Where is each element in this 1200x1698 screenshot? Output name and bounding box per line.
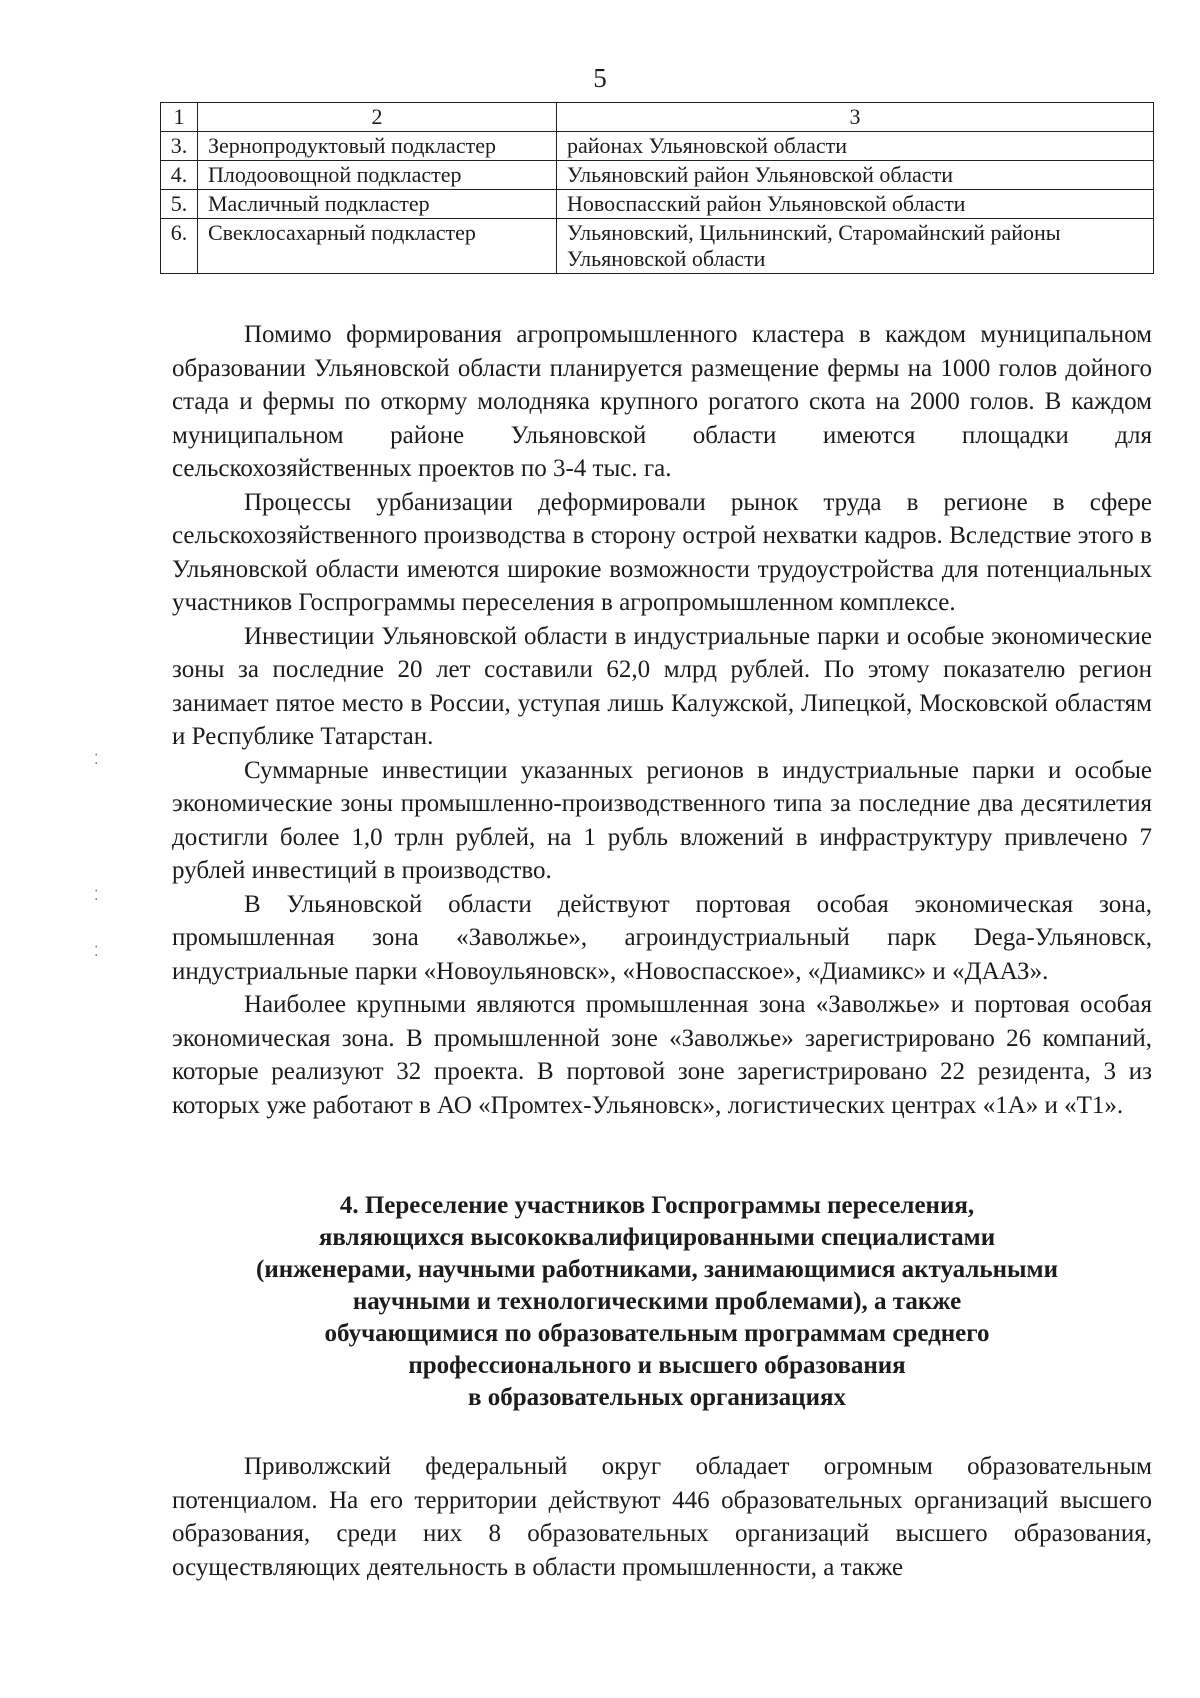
section-heading [160, 1190, 1154, 1414]
scan-artifact-mark: ⁚ [94, 753, 99, 768]
page-number: 5 [593, 63, 607, 93]
subcluster-location: Новоспасский район Ульяновской области [557, 190, 1154, 219]
body-text-section-4 [172, 1450, 1152, 1584]
paragraph: Наиболее крупными являются промышленная зона «Заволжье» и портовая особая экономическая зона. В промышленной зоне «Заволжье» зарегистрировано 26 компаний, которые реализуют 32 проекта. В портовой зоне зарегистрировано 22 резидента, 3 из которых уже работают в АО «Промтех-Ульяновск», логистических центрах «1А» и «Т1». [172, 991, 1152, 1119]
table-header-cell: 2 [198, 103, 557, 132]
subcluster-name: Масличный подкластер [198, 190, 557, 219]
scan-artifact-mark: ⁚ [94, 889, 99, 904]
subcluster-table [160, 102, 1154, 274]
subcluster-location: Ульяновский, Цильнинский, Старомайнский районы Ульяновской области [557, 219, 1154, 274]
subcluster-name: Зернопродуктовый подкластер [198, 132, 557, 161]
heading-line: научными и технологическими проблемами), а также [352, 1288, 962, 1315]
subcluster-location: Ульяновский район Ульяновской области [557, 161, 1154, 190]
heading-line: являющихся высококвалифицированными специалистами [318, 1224, 996, 1251]
scan-artifact-mark: ⁚ [94, 945, 99, 960]
subcluster-name: Плодоовощной подкластер [198, 161, 557, 190]
table-row [161, 132, 1154, 161]
table-row [161, 190, 1154, 219]
paragraph: В Ульяновской области действуют портовая особая экономическая зона, промышленная зона «Заволжье», агроиндустриальный парк Dega-Ульяновск, индустриальные парки «Новоульяновск», «Новоспасское», «Диамикс» и «ДААЗ». [172, 890, 1152, 985]
heading-line: профессионального и высшего образования [408, 1352, 906, 1379]
row-number: 5. [161, 190, 198, 219]
heading-line: в образовательных организациях [467, 1384, 847, 1411]
paragraph: Суммарные инвестиции указанных регионов в индустриальные парки и особые экономические зоны промышленно-производственного типа за последние два десятилетия достигли более 1,0 трлн рублей, на 1 рубль вложений в инфраструктуру привлечено 7 рублей инвестиций в производство. [172, 756, 1152, 884]
paragraph: Процессы урбанизации деформировали рынок труда в регионе в сфере сельскохозяйственного производства в сторону острой нехватки кадров. Вследствие этого в Ульяновской области имеются широкие возможности трудоустройства для потенциальных участников Госпрограммы переселения в агропромышленном комплексе. [172, 488, 1152, 616]
table-row [161, 161, 1154, 190]
row-number: 6. [161, 219, 198, 274]
heading-line: обучающимися по образовательным программам среднего [324, 1320, 990, 1347]
paragraph: Помимо формирования агропромышленного кластера в каждом муниципальном образовании Ульяновской области планируется размещение фермы на 1000 голов дойного стада и фермы по откорму молодняка крупного рогатого скота на 2000 голов. В каждом муниципальном районе Ульяновской области имеются площадки для сельскохозяйственных проектов по 3-4 тыс. га. [172, 321, 1152, 482]
row-number: 3. [161, 132, 198, 161]
subcluster-name: Свеклосахарный подкластер [198, 219, 557, 274]
table-header-row [161, 103, 1154, 132]
table-header-cell: 1 [161, 103, 198, 132]
paragraph: Приволжский федеральный округ обладает огромным образовательным потенциалом. На его территории действуют 446 образовательных организаций высшего образования, среди них 8 образовательных организаций высшего образования, осуществляющих деятельность в области промышленности, а также [172, 1453, 1152, 1581]
subcluster-location: районах Ульяновской области [557, 132, 1154, 161]
body-text-section-3 [172, 318, 1152, 1122]
table-header-cell: 3 [557, 103, 1154, 132]
row-number: 4. [161, 161, 198, 190]
heading-line: (инженерами, научными работниками, занимающимися актуальными [256, 1256, 1058, 1283]
heading-line: 4. Переселение участников Госпрограммы переселения, [339, 1192, 975, 1219]
table-row [161, 219, 1154, 274]
paragraph: Инвестиции Ульяновской области в индустриальные парки и особые экономические зоны за последние 20 лет составили 62,0 млрд рублей. По этому показателю регион занимает пятое место в России, уступая лишь Калужской, Липецкой, Московской областям и Республике Татарстан. [172, 622, 1152, 750]
